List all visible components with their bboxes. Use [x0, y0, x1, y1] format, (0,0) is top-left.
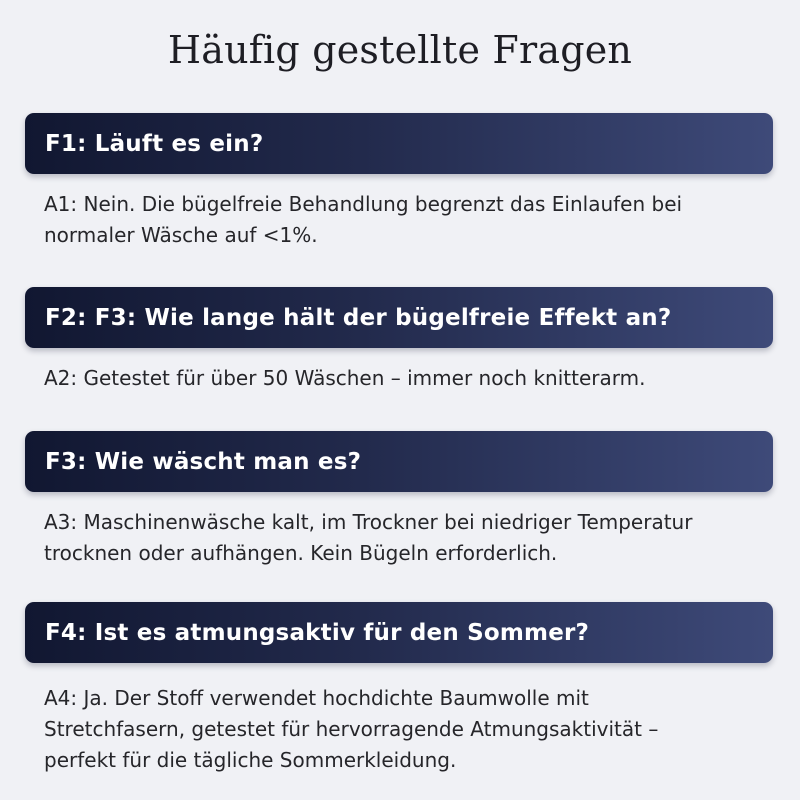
faq-item-1: [25, 113, 773, 251]
faq-question-4[interactable]: F4: Ist es atmungsaktiv für den Sommer?: [25, 602, 773, 663]
faq-question-3[interactable]: F3: Wie wäscht man es?: [25, 431, 773, 492]
faq-question-1[interactable]: F1: Läuft es ein?: [25, 113, 773, 174]
faq-answer-4-line-2: Stretchfasern, getestet für hervorragende Atmungsaktivität –: [44, 717, 659, 741]
faq-answer-1-line-1: A1: Nein. Die bügelfreie Behandlung begrenzt das Einlaufen bei: [44, 192, 683, 216]
faq-item-3: [25, 431, 773, 569]
faq-answer-3: [44, 507, 754, 569]
faq-answer-4-line-3: perfekt für die tägliche Sommerkleidung.: [44, 748, 457, 772]
faq-answer-2-line-1: A2: Getestet für über 50 Wäschen – immer noch knitterarm.: [44, 366, 646, 390]
faq-answer-4: [44, 683, 754, 776]
faq-answer-3-line-2: trocknen oder aufhängen. Kein Bügeln erforderlich.: [44, 541, 558, 565]
faq-answer-1: [44, 189, 754, 251]
faq-answer-1-line-2: normaler Wäsche auf <1%.: [44, 223, 318, 247]
faq-answer-3-line-1: A3: Maschinenwäsche kalt, im Trockner bei niedriger Temperatur: [44, 510, 693, 534]
faq-item-2: [25, 287, 773, 394]
page-title: Häufig gestellte Fragen: [167, 28, 633, 72]
faq-item-4: [25, 602, 773, 776]
faq-question-2[interactable]: F2: F3: Wie lange hält der bügelfreie Effekt an?: [25, 287, 773, 348]
faq-answer-4-line-1: A4: Ja. Der Stoff verwendet hochdichte Baumwolle mit: [44, 686, 589, 710]
faq-answer-2: [44, 363, 754, 394]
